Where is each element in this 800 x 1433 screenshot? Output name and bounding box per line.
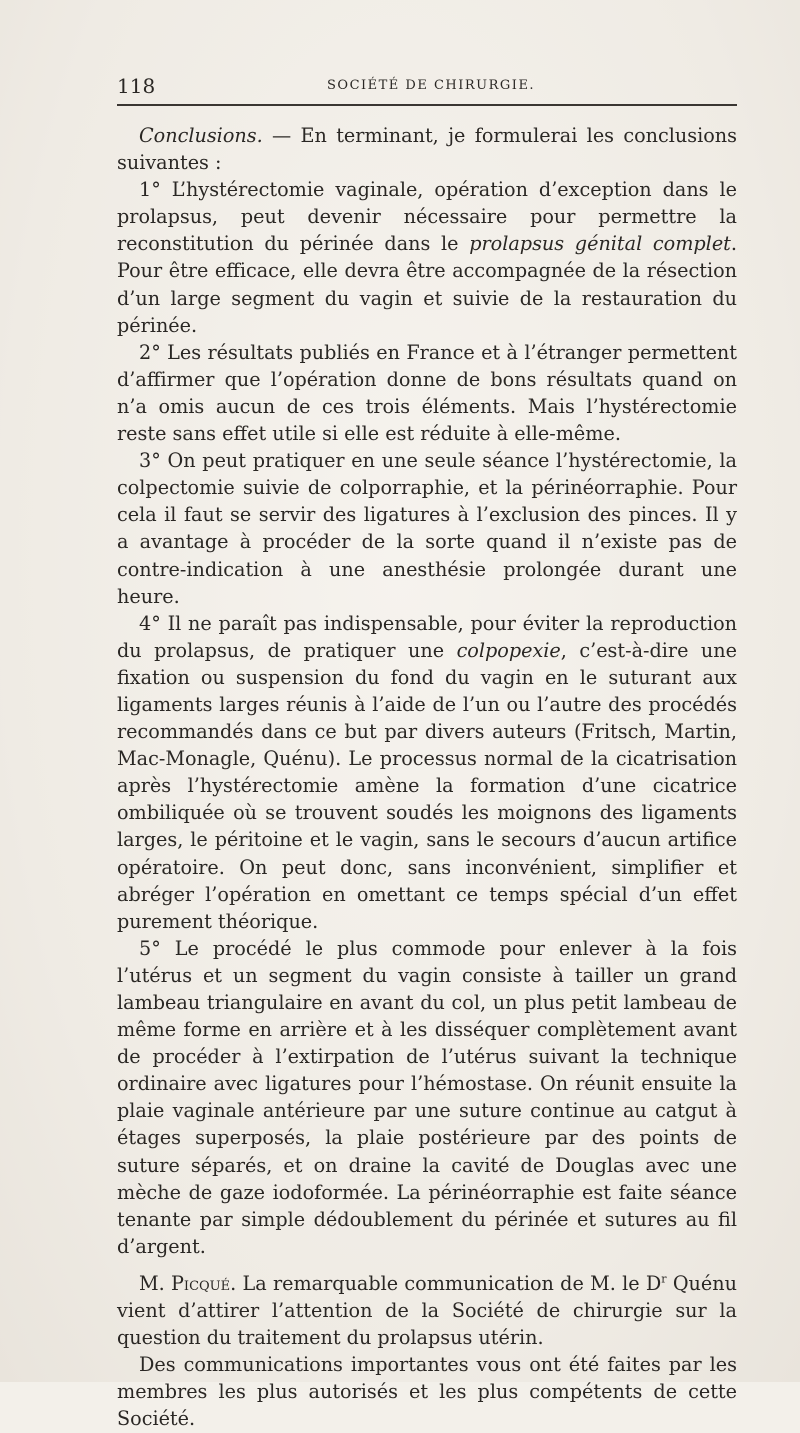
superscript: r (661, 1272, 667, 1286)
speaker-name: M. Picqué. (139, 1271, 237, 1295)
paragraph-text: 5° Le procédé le plus commode pour enlever à la fois l’utérus et un segment du vagin consiste à tailler un grand lambeau triangulaire en avant du col, un plus petit lambeau de même forme en arrière et à les disséquer complètement avant de procéder à l’extirpation de l’utérus suivant la technique ordinaire avec ligatures pour l’hémostase. On réunit ensuite la plaie vaginale antérieure par une suture continue au catgut à étages superposés, la plaie postérieure par des points de suture séparés, et on draine la cavité de Douglas avec une mèche de gaze iodoformée. La périnéorraphie est faite séance tenante par simple dédoublement du périnée et sutures au fil d’argent. (117, 936, 737, 1258)
paragraph-conclusions (117, 122, 737, 176)
paragraph-text: Des communications importantes vous ont été faites par les membres les plus autorisés et les plus compétents de cette Société. (117, 1353, 737, 1431)
paragraph-point-4 (117, 610, 737, 935)
paragraph-text: . Pour être efficace, elle devra être accompagnée de la résection d’un large segment du vagin et suivie de la restauration du périnée. (117, 232, 737, 337)
paragraph-picque (117, 1270, 737, 1351)
paragraph-text: La remarquable communication de M. le D (236, 1271, 662, 1295)
italic-term: prolapsus génital complet (469, 232, 731, 256)
paragraph-text: , c’est-à-dire une fixation ou suspension du fond du vagin en le suturant aux ligaments larges réunis à l’aide de l’un ou l’autre des procédés recommandés dans ce but par divers auteurs (Fritsch, Martin, Mac-Monagle, Quénu). Le processus normal de la cicatrisation après l’hystérectomie amène la formation d’une cicatrice ombiliquée où se trouvent soudés les moignons des ligaments larges, le péritoine et le vagin, sans le secours d’aucun artifice opératoire. On peut donc, sans inconvénient, simplifier et abréger l’opération en omettant ce temps spécial d’un effet purement théorique. (117, 638, 737, 933)
paragraph-text: 3° On peut pratiquer en une seule séance l’hystérectomie, la colpectomie suivie de colporraphie, et la périnéorraphie. Pour cela il faut se servir des ligatures à l’exclusion des pinces. Il y a avantage à procéder de la sorte quand il n’existe pas de contre-indication à une anesthésie prolongée durant une heure. (117, 449, 737, 608)
paragraph-point-2 (117, 339, 737, 447)
paragraph-text: 1° L’hystérectomie vaginale, opération d’exception dans le prolapsus, peut devenir nécessaire pour permettre la reconstitution du périnée dans le (117, 178, 737, 256)
paragraph-point-5 (117, 935, 737, 1260)
paragraph-text: — En terminant, je formulerai les conclusions suivantes : (117, 124, 737, 175)
body-text (117, 122, 737, 1433)
paragraph-point-1 (117, 176, 737, 339)
paragraph-text: 4° Il ne paraît pas indispensable, pour éviter la reproduction du prolapsus, de pratiquer une (117, 611, 737, 662)
running-title: SOCIÉTÉ DE CHIRURGIE. (327, 78, 536, 93)
page-number: 118 (117, 74, 156, 98)
italic-term: colpopexie (456, 638, 561, 662)
header-rule (117, 104, 737, 106)
page-header (117, 74, 737, 104)
paragraph-text: Quénu vient d’attirer l’attention de la Société de chirurgie sur la question du traitement du prolapsus utérin. (117, 1271, 737, 1350)
paragraph-point-3 (117, 447, 737, 610)
conclusions-heading: Conclusions. (139, 124, 263, 147)
paragraph-text: 2° Les résultats publiés en France et à l’étranger permettent d’affirmer que l’opération donne de bons résultats quand on n’a omis aucun de ces trois éléments. Mais l’hystérectomie reste sans effet utile si elle est réduite à elle-même. (117, 340, 737, 446)
paragraph-communications (117, 1351, 737, 1432)
